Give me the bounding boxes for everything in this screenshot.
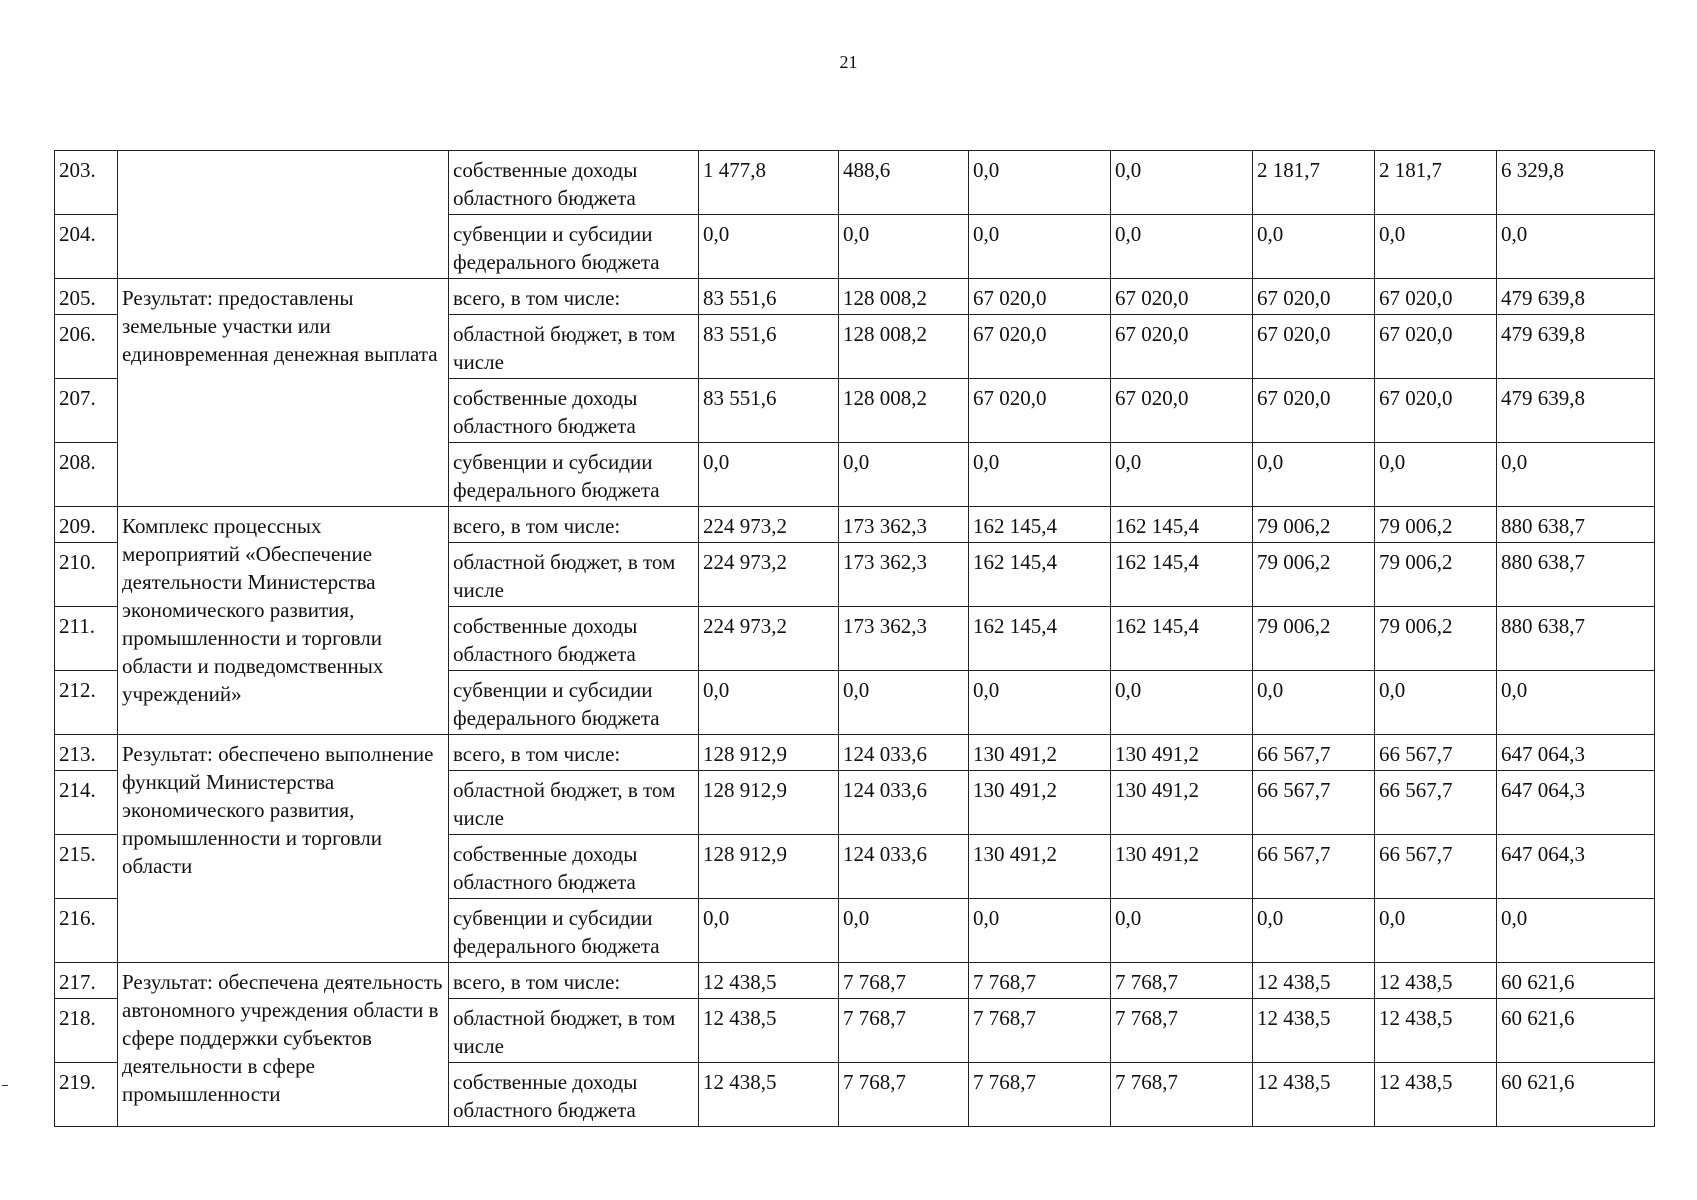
page-number: 21 xyxy=(839,52,858,72)
row-number: 205. xyxy=(55,279,118,315)
value-cell: 12 438,5 xyxy=(1253,963,1375,999)
funding-source: областной бюджет, в том числе xyxy=(449,771,699,835)
value-cell: 0,0 xyxy=(1375,671,1497,735)
value-cell: 224 973,2 xyxy=(699,507,839,543)
activity-description: Результат: обеспечено выполнение функций Министерства экономического развития, промышленности и торговли области xyxy=(118,735,449,963)
value-cell: 0,0 xyxy=(1375,215,1497,279)
value-cell: 124 033,6 xyxy=(839,771,969,835)
value-cell: 7 768,7 xyxy=(839,963,969,999)
row-number: 208. xyxy=(55,443,118,507)
value-cell: 83 551,6 xyxy=(699,279,839,315)
value-cell: 0,0 xyxy=(1111,899,1253,963)
value-cell: 67 020,0 xyxy=(1253,379,1375,443)
value-cell: 1 477,8 xyxy=(699,151,839,215)
value-cell: 0,0 xyxy=(839,899,969,963)
funding-source: собственные доходы областного бюджета xyxy=(449,835,699,899)
value-cell: 12 438,5 xyxy=(699,1063,839,1127)
value-cell: 79 006,2 xyxy=(1253,543,1375,607)
value-cell: 488,6 xyxy=(839,151,969,215)
total-cell: 647 064,3 xyxy=(1497,835,1655,899)
value-cell: 66 567,7 xyxy=(1253,735,1375,771)
value-cell: 66 567,7 xyxy=(1375,835,1497,899)
total-cell: 0,0 xyxy=(1497,899,1655,963)
value-cell: 66 567,7 xyxy=(1253,835,1375,899)
value-cell: 12 438,5 xyxy=(1253,1063,1375,1127)
total-cell: 647 064,3 xyxy=(1497,735,1655,771)
margin-mark xyxy=(2,1085,8,1086)
value-cell: 128 008,2 xyxy=(839,315,969,379)
funding-source: областной бюджет, в том числе xyxy=(449,315,699,379)
value-cell: 130 491,2 xyxy=(969,735,1111,771)
value-cell: 0,0 xyxy=(969,899,1111,963)
total-cell: 60 621,6 xyxy=(1497,1063,1655,1127)
value-cell: 0,0 xyxy=(839,443,969,507)
funding-source: областной бюджет, в том числе xyxy=(449,999,699,1063)
value-cell: 12 438,5 xyxy=(699,963,839,999)
value-cell: 128 008,2 xyxy=(839,279,969,315)
value-cell: 67 020,0 xyxy=(1111,279,1253,315)
total-cell: 0,0 xyxy=(1497,671,1655,735)
funding-source: субвенции и субсидии федерального бюджета xyxy=(449,899,699,963)
activity-description xyxy=(118,151,449,279)
value-cell: 67 020,0 xyxy=(1253,315,1375,379)
total-cell: 60 621,6 xyxy=(1497,963,1655,999)
value-cell: 0,0 xyxy=(1253,899,1375,963)
value-cell: 12 438,5 xyxy=(1375,1063,1497,1127)
value-cell: 130 491,2 xyxy=(1111,835,1253,899)
funding-source: субвенции и субсидии федерального бюджета xyxy=(449,215,699,279)
row-number: 214. xyxy=(55,771,118,835)
value-cell: 0,0 xyxy=(969,671,1111,735)
value-cell: 67 020,0 xyxy=(1375,315,1497,379)
total-cell: 6 329,8 xyxy=(1497,151,1655,215)
value-cell: 128 008,2 xyxy=(839,379,969,443)
value-cell: 79 006,2 xyxy=(1253,607,1375,671)
row-number: 215. xyxy=(55,835,118,899)
value-cell: 0,0 xyxy=(1111,215,1253,279)
value-cell: 0,0 xyxy=(1111,671,1253,735)
value-cell: 124 033,6 xyxy=(839,835,969,899)
value-cell: 0,0 xyxy=(1253,671,1375,735)
value-cell: 0,0 xyxy=(699,443,839,507)
activity-description: Результат: предоставлены земельные участки или единовременная денежная выплата xyxy=(118,279,449,507)
value-cell: 83 551,6 xyxy=(699,315,839,379)
value-cell: 0,0 xyxy=(699,215,839,279)
value-cell: 79 006,2 xyxy=(1375,507,1497,543)
total-cell: 880 638,7 xyxy=(1497,507,1655,543)
value-cell: 0,0 xyxy=(1253,443,1375,507)
total-cell: 0,0 xyxy=(1497,215,1655,279)
row-number: 207. xyxy=(55,379,118,443)
value-cell: 0,0 xyxy=(1375,899,1497,963)
row-number: 217. xyxy=(55,963,118,999)
funding-source: всего, в том числе: xyxy=(449,735,699,771)
value-cell: 124 033,6 xyxy=(839,735,969,771)
value-cell: 67 020,0 xyxy=(969,279,1111,315)
value-cell: 130 491,2 xyxy=(1111,735,1253,771)
value-cell: 83 551,6 xyxy=(699,379,839,443)
value-cell: 0,0 xyxy=(1111,443,1253,507)
value-cell: 66 567,7 xyxy=(1375,735,1497,771)
value-cell: 7 768,7 xyxy=(1111,1063,1253,1127)
value-cell: 162 145,4 xyxy=(1111,543,1253,607)
total-cell: 479 639,8 xyxy=(1497,315,1655,379)
value-cell: 0,0 xyxy=(1111,151,1253,215)
value-cell: 162 145,4 xyxy=(969,607,1111,671)
value-cell: 224 973,2 xyxy=(699,607,839,671)
row-number: 204. xyxy=(55,215,118,279)
value-cell: 7 768,7 xyxy=(969,1063,1111,1127)
total-cell: 647 064,3 xyxy=(1497,771,1655,835)
funding-source: собственные доходы областного бюджета xyxy=(449,607,699,671)
value-cell: 79 006,2 xyxy=(1253,507,1375,543)
table-row xyxy=(55,963,1655,999)
value-cell: 130 491,2 xyxy=(969,771,1111,835)
funding-source: собственные доходы областного бюджета xyxy=(449,1063,699,1127)
total-cell: 880 638,7 xyxy=(1497,607,1655,671)
value-cell: 79 006,2 xyxy=(1375,607,1497,671)
value-cell: 7 768,7 xyxy=(1111,999,1253,1063)
table-row xyxy=(55,735,1655,771)
value-cell: 0,0 xyxy=(969,151,1111,215)
row-number: 203. xyxy=(55,151,118,215)
row-number: 218. xyxy=(55,999,118,1063)
row-number: 216. xyxy=(55,899,118,963)
row-number: 211. xyxy=(55,607,118,671)
value-cell: 12 438,5 xyxy=(1375,999,1497,1063)
funding-source: субвенции и субсидии федерального бюджета xyxy=(449,443,699,507)
total-cell: 60 621,6 xyxy=(1497,999,1655,1063)
value-cell: 67 020,0 xyxy=(969,379,1111,443)
value-cell: 224 973,2 xyxy=(699,543,839,607)
value-cell: 79 006,2 xyxy=(1375,543,1497,607)
value-cell: 7 768,7 xyxy=(969,999,1111,1063)
value-cell: 7 768,7 xyxy=(839,1063,969,1127)
funding-source: всего, в том числе: xyxy=(449,507,699,543)
activity-description: Комплекс процессных мероприятий «Обеспечение деятельности Министерства экономического развития, промышленности и торговли области и подведомственных учреждений» xyxy=(118,507,449,735)
value-cell: 66 567,7 xyxy=(1375,771,1497,835)
table-row xyxy=(55,279,1655,315)
value-cell: 67 020,0 xyxy=(969,315,1111,379)
value-cell: 130 491,2 xyxy=(969,835,1111,899)
value-cell: 7 768,7 xyxy=(969,963,1111,999)
row-number: 209. xyxy=(55,507,118,543)
value-cell: 162 145,4 xyxy=(1111,607,1253,671)
value-cell: 162 145,4 xyxy=(1111,507,1253,543)
value-cell: 0,0 xyxy=(839,671,969,735)
value-cell: 162 145,4 xyxy=(969,543,1111,607)
row-number: 206. xyxy=(55,315,118,379)
table-row xyxy=(55,507,1655,543)
value-cell: 0,0 xyxy=(1375,443,1497,507)
total-cell: 479 639,8 xyxy=(1497,379,1655,443)
table-body xyxy=(55,151,1655,1127)
value-cell: 2 181,7 xyxy=(1375,151,1497,215)
value-cell: 0,0 xyxy=(969,215,1111,279)
value-cell: 130 491,2 xyxy=(1111,771,1253,835)
value-cell: 128 912,9 xyxy=(699,771,839,835)
funding-source: собственные доходы областного бюджета xyxy=(449,379,699,443)
row-number: 213. xyxy=(55,735,118,771)
funding-source: всего, в том числе: xyxy=(449,279,699,315)
row-number: 219. xyxy=(55,1063,118,1127)
value-cell: 0,0 xyxy=(1253,215,1375,279)
value-cell: 173 362,3 xyxy=(839,543,969,607)
value-cell: 173 362,3 xyxy=(839,507,969,543)
value-cell: 0,0 xyxy=(969,443,1111,507)
budget-table xyxy=(54,150,1655,1127)
value-cell: 128 912,9 xyxy=(699,735,839,771)
value-cell: 67 020,0 xyxy=(1375,379,1497,443)
funding-source: субвенции и субсидии федерального бюджета xyxy=(449,671,699,735)
value-cell: 2 181,7 xyxy=(1253,151,1375,215)
total-cell: 479 639,8 xyxy=(1497,279,1655,315)
activity-description: Результат: обеспечена деятельность автономного учреждения области в сфере поддержки субъектов деятельности в сфере промышленности xyxy=(118,963,449,1127)
value-cell: 67 020,0 xyxy=(1111,379,1253,443)
value-cell: 7 768,7 xyxy=(1111,963,1253,999)
value-cell: 0,0 xyxy=(699,671,839,735)
value-cell: 67 020,0 xyxy=(1375,279,1497,315)
value-cell: 67 020,0 xyxy=(1253,279,1375,315)
total-cell: 880 638,7 xyxy=(1497,543,1655,607)
value-cell: 128 912,9 xyxy=(699,835,839,899)
row-number: 212. xyxy=(55,671,118,735)
value-cell: 12 438,5 xyxy=(699,999,839,1063)
total-cell: 0,0 xyxy=(1497,443,1655,507)
funding-source: областной бюджет, в том числе xyxy=(449,543,699,607)
value-cell: 173 362,3 xyxy=(839,607,969,671)
value-cell: 67 020,0 xyxy=(1111,315,1253,379)
table-row xyxy=(55,151,1655,215)
row-number: 210. xyxy=(55,543,118,607)
value-cell: 12 438,5 xyxy=(1253,999,1375,1063)
value-cell: 0,0 xyxy=(839,215,969,279)
value-cell: 7 768,7 xyxy=(839,999,969,1063)
funding-source: всего, в том числе: xyxy=(449,963,699,999)
value-cell: 0,0 xyxy=(699,899,839,963)
funding-source: собственные доходы областного бюджета xyxy=(449,151,699,215)
value-cell: 162 145,4 xyxy=(969,507,1111,543)
value-cell: 66 567,7 xyxy=(1253,771,1375,835)
value-cell: 12 438,5 xyxy=(1375,963,1497,999)
